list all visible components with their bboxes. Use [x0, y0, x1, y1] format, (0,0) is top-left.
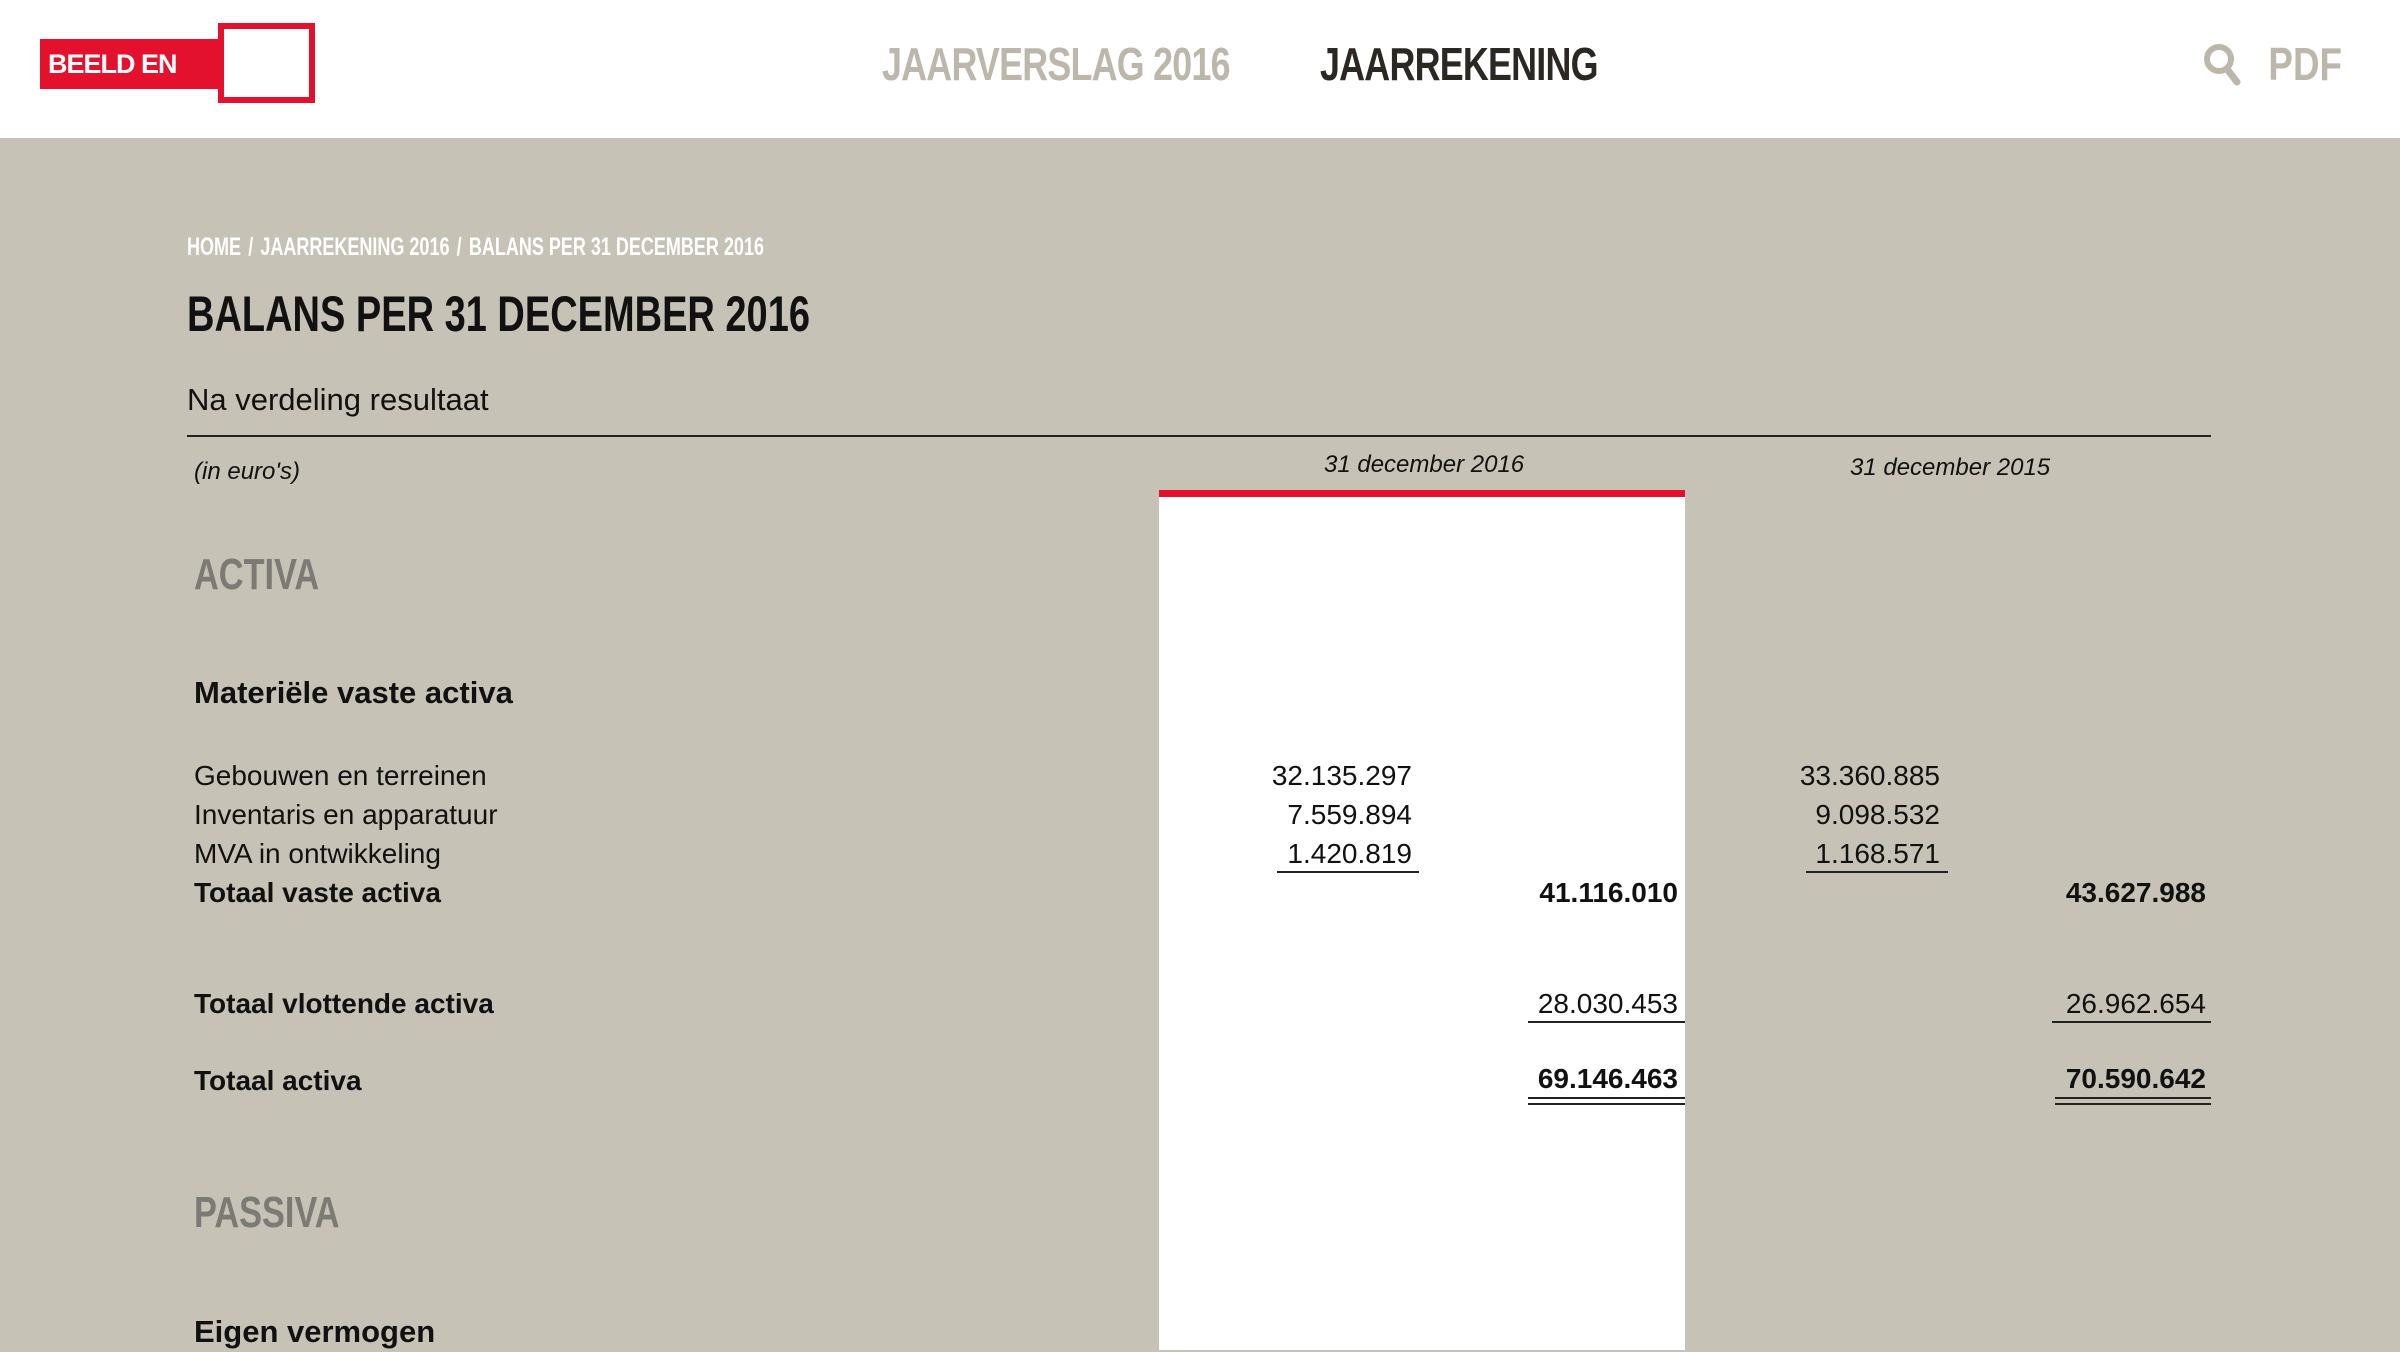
breadcrumb-home[interactable]: HOME [187, 233, 241, 261]
value-2016: 7.559.894 [1287, 799, 1412, 830]
total-underline [1528, 1021, 1685, 1023]
total-2015: 43.627.988 [2065, 877, 2206, 908]
double-underline [1528, 1097, 1685, 1099]
header-rule [187, 435, 2211, 437]
double-underline [2055, 1097, 2211, 1099]
pdf-download-link[interactable]: PDF [2268, 38, 2342, 90]
current-year-column [1159, 496, 1685, 1350]
nav-jaarrekening[interactable]: JAARREKENING [1320, 38, 1598, 90]
main-nav [0, 34, 2400, 94]
row-label: MVA in ontwikkeling [194, 838, 441, 869]
column-header-2016: 31 december 2016 [1324, 451, 1525, 478]
total-2016: 41.116.010 [1539, 877, 1678, 908]
grand-total-2016: 69.146.463 [1537, 1063, 1678, 1094]
row-label-total-current: Totaal vlottende activa [194, 988, 494, 1019]
page-subtitle: Na verdeling resultaat [187, 382, 489, 417]
total-2016: 28.030.453 [1537, 988, 1678, 1019]
breadcrumb [187, 230, 764, 264]
current-year-highlight-bar [1159, 490, 1685, 497]
total-2015: 26.962.654 [2065, 988, 2206, 1019]
value-2016: 1.420.819 [1287, 838, 1412, 869]
row-label-total-activa: Totaal activa [194, 1065, 362, 1096]
total-underline [2052, 1021, 2211, 1023]
top-navigation-bar [0, 0, 2400, 138]
breadcrumb-separator: / [456, 233, 462, 261]
subtotal-underline [1277, 871, 1419, 873]
value-2016: 32.135.297 [1271, 760, 1412, 791]
value-2015: 9.098.532 [1815, 799, 1940, 830]
value-2015: 1.168.571 [1815, 838, 1940, 869]
value-2015: 33.360.885 [1799, 760, 1940, 791]
group-heading-materiele-vaste-activa: Materiële vaste activa [194, 675, 513, 710]
grand-total-2015: 70.590.642 [2065, 1063, 2206, 1094]
double-underline [1528, 1103, 1685, 1105]
row-label-total-fixed: Totaal vaste activa [194, 877, 441, 908]
search-icon[interactable] [2202, 42, 2242, 86]
section-heading-activa: ACTIVA [194, 550, 320, 599]
page-title: BALANS PER 31 DECEMBER 2016 [187, 286, 810, 342]
logo-wordmark: BEELD EN GELUID [40, 39, 218, 89]
double-underline [2055, 1103, 2211, 1105]
subtotal-underline [1806, 871, 1948, 873]
section-heading-passiva: PASSIVA [194, 1188, 340, 1237]
unit-note: (in euro's) [194, 458, 300, 485]
row-label: Inventaris en apparatuur [194, 799, 498, 830]
group-heading-eigen-vermogen: Eigen vermogen [194, 1314, 436, 1349]
row-label: Gebouwen en terreinen [194, 760, 487, 791]
breadcrumb-separator: / [248, 233, 254, 261]
breadcrumb-jaarrekening[interactable]: JAARREKENING 2016 [260, 233, 450, 261]
column-header-2015: 31 december 2015 [1850, 454, 2051, 481]
nav-jaarverslag[interactable]: JAARVERSLAG 2016 [882, 38, 1230, 90]
breadcrumb-current[interactable]: BALANS PER 31 DECEMBER 2016 [468, 233, 764, 261]
